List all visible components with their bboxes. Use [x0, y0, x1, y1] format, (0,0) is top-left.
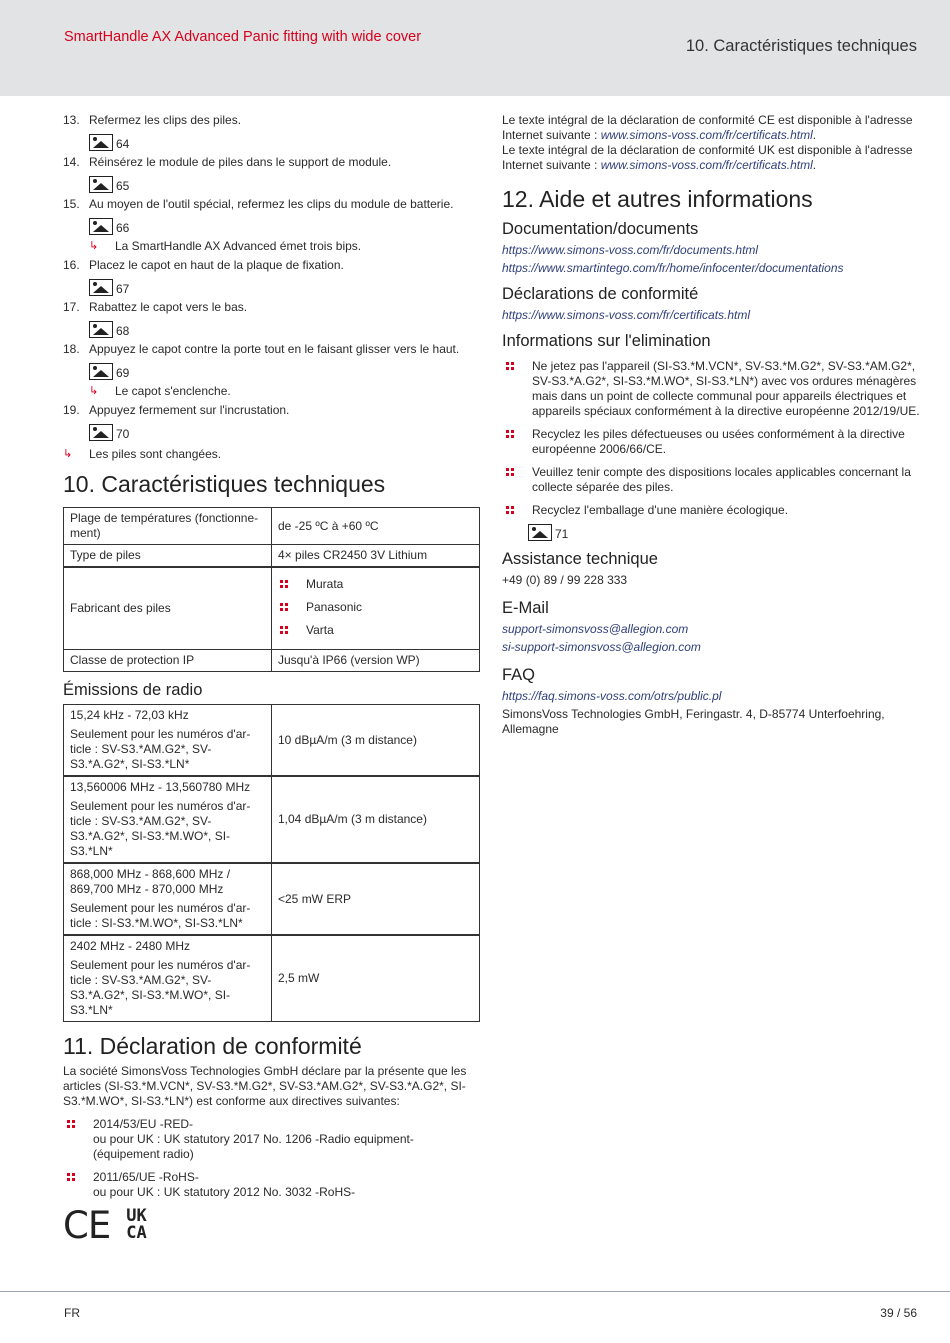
step-16	[63, 258, 481, 273]
step-14	[63, 155, 481, 170]
table-row	[64, 935, 480, 1022]
result-text: Le capot s'enclenche.	[115, 384, 231, 398]
final-result	[63, 447, 481, 462]
result-arrow-icon: ↳	[63, 448, 73, 460]
step-number: 14.	[63, 155, 80, 169]
step-text: Rabattez le capot vers le bas.	[89, 300, 248, 314]
spec-value: Jusqu'à IP66 (version WP)	[272, 650, 480, 672]
figure-number: 68	[116, 324, 130, 338]
step-text: Au moyen de l'outil spécial, refermez les clips du module de batterie.	[89, 197, 454, 211]
figure-number: 64	[116, 137, 130, 151]
frequency-range: 2402 MHz - 2480 MHz	[70, 939, 191, 953]
page-header	[0, 0, 950, 96]
image-icon	[89, 218, 113, 235]
figure-number: 67	[116, 282, 130, 296]
email-link[interactable]: si-support-simonsvoss@allegion.com	[502, 640, 701, 654]
result-text: Les piles sont changées.	[89, 447, 222, 461]
faq-heading: FAQ	[502, 666, 536, 684]
radio-emissions-heading: Émissions de radio	[63, 681, 203, 699]
bullet-icon	[506, 468, 514, 476]
list-item-text: Murata	[306, 577, 344, 591]
step-result	[89, 239, 481, 254]
documentation-heading: Documentation/documents	[502, 220, 699, 238]
directive-uk: ou pour UK : UK statutory 2012 No. 3032 -RoHS-	[93, 1185, 356, 1199]
documentation-link[interactable]: https://www.simons-voss.com/fr/documents.html	[502, 243, 759, 257]
email-link[interactable]: support-simonsvoss@allegion.com	[502, 622, 689, 636]
spec-label: Type de piles	[64, 545, 272, 568]
bullet-icon	[67, 1173, 75, 1181]
directive-name: 2014/53/EU -RED-	[93, 1117, 194, 1131]
step-17	[63, 300, 481, 315]
step-text: Placez le capot en haut de la plaque de fixation.	[89, 258, 344, 272]
disposal-text: Recyclez l'emballage d'une manière écologique.	[532, 503, 789, 517]
figure-ref	[89, 361, 481, 380]
help-heading: 12. Aide et autres informations	[502, 186, 813, 212]
uk-declaration-text	[502, 143, 920, 173]
figure-ref	[89, 422, 481, 441]
bullet-icon	[280, 580, 288, 588]
frequency-note: Seulement pour les numéros d'ar-ticle : SV-S3.*AM.G2*, SV-S3.*A.G2*, SI-S3.*M.WO*, SI-S3.*LN*	[70, 958, 251, 1017]
figure-ref	[89, 174, 481, 193]
figure-ref	[89, 319, 481, 338]
table-row	[64, 863, 480, 935]
figure-ref	[528, 522, 920, 541]
list-item	[502, 503, 920, 518]
step-number: 19.	[63, 403, 80, 417]
ukca-mark-logo	[126, 1208, 146, 1242]
image-icon	[89, 279, 113, 296]
figure-ref	[89, 132, 481, 151]
bullet-icon	[280, 626, 288, 634]
result-arrow-icon: ↳	[89, 240, 99, 252]
frequency-note: Seulement pour les numéros d'ar-ticle : SV-S3.*AM.G2*, SV-S3.*A.G2*, SI-S3.*LN*	[70, 727, 251, 771]
page-number: 39 / 56	[880, 1306, 917, 1320]
figure-number: 71	[555, 527, 569, 541]
support-heading: Assistance technique	[502, 550, 658, 568]
frequency-note: Seulement pour les numéros d'ar-ticle : SI-S3.*M.WO*, SI-S3.*LN*	[70, 901, 251, 930]
spec-value: de -25 ºC à +60 ºC	[272, 508, 480, 545]
table-row	[64, 650, 480, 672]
faq-link[interactable]: https://faq.simons-voss.com/otrs/public.pl	[502, 689, 722, 703]
figure-ref	[89, 277, 481, 296]
emission-value: 2,5 mW	[272, 935, 480, 1022]
list-item-text: Panasonic	[306, 600, 363, 614]
documentation-link[interactable]: https://www.smartintego.com/fr/home/infocenter/documentations	[502, 261, 844, 275]
frequency-cell	[64, 863, 272, 935]
directive-text	[93, 1170, 355, 1200]
result-arrow-icon: ↳	[89, 385, 99, 397]
bullet-icon	[506, 430, 514, 438]
disposal-text: Veuillez tenir compte des dispositions locales applicables concernant la collecte séparée des piles.	[532, 465, 911, 494]
step-text: Refermez les clips des piles.	[89, 113, 242, 127]
step-text: Appuyez fermement sur l'incrustation.	[89, 403, 290, 417]
step-number: 17.	[63, 300, 80, 314]
disposal-text: Ne jetez pas l'appareil (SI-S3.*M.VCN*, SV-S3.*M.G2*, SV-S3.*AM.G2*, SV-S3.*A.G2*, SI-S3.*M.WO*, SI-S3.*LN*) avec vos ordures ménagères mais dans un point de collecte communal pour appareils électriques et appareils spéciaux conformément à la directive européenne 2012/19/UE.	[532, 359, 920, 418]
disposal-text: Recyclez les piles défectueuses ou usées conformément à la directive européenne 2006/66/CE.	[532, 427, 905, 456]
declarations-heading: Déclarations de conformité	[502, 285, 699, 303]
table-row	[64, 545, 480, 568]
step-18	[63, 342, 481, 357]
figure-number: 70	[116, 427, 130, 441]
spec-label: Plage de températures (fonctionne-ment)	[64, 508, 272, 545]
tech-specs-table	[63, 507, 480, 672]
step-number: 16.	[63, 258, 80, 272]
conformity-intro: La société SimonsVoss Technologies GmbH déclare par la présente que les articles (SI-S3.*M.VCN*, SV-S3.*M.G2*, SV-S3.*AM.G2*, SV-S3.*A.G2*, SI-S3.*M.WO*, SI-S3.*LN*) est conforme aux directives suivantes:	[63, 1064, 467, 1108]
list-item	[502, 427, 920, 457]
bullet-icon	[280, 603, 288, 611]
table-row	[64, 776, 480, 863]
image-icon	[528, 524, 552, 541]
ukca-top: UK	[126, 1206, 147, 1226]
image-icon	[89, 424, 113, 441]
certification-marks	[63, 1203, 481, 1247]
table-row	[64, 508, 480, 545]
list-item	[278, 623, 473, 638]
bullet-icon	[506, 506, 514, 514]
left-column	[63, 113, 481, 1247]
spec-label: Classe de protection IP	[64, 650, 272, 672]
image-icon	[89, 134, 113, 151]
uk-text: Le texte intégral de la déclaration de conformité UK est disponible à l'adresse Internet suivante :	[502, 143, 913, 172]
disposal-heading: Informations sur l'elimination	[502, 332, 711, 350]
step-text: Réinsérez le module de piles dans le support de module.	[89, 155, 392, 169]
ce-mark-logo: CE	[63, 1203, 111, 1247]
image-icon	[89, 321, 113, 338]
figure-number: 69	[116, 366, 130, 380]
image-icon	[89, 363, 113, 380]
directive-name: 2011/65/UE -RoHS-	[93, 1170, 199, 1184]
tech-specs-heading: 10. Caractéristiques techniques	[63, 471, 386, 497]
list-item-text: Varta	[306, 623, 334, 637]
emission-value: 10 dBµA/m (3 m distance)	[272, 705, 480, 777]
list-item	[502, 465, 920, 495]
period: .	[812, 128, 817, 142]
running-section-title: 10. Caractéristiques techniques	[685, 37, 917, 55]
result-text: La SmartHandle AX Advanced émet trois bips.	[115, 239, 362, 253]
step-result	[89, 384, 481, 399]
company-address: SimonsVoss Technologies GmbH, Feringastr. 4, D-85774 Unterfoehring, Allemagne	[502, 707, 885, 736]
directive-uk: ou pour UK : UK statutory 2017 No. 1206 -Radio equipment- (équipement radio)	[93, 1132, 414, 1161]
email-heading: E-Mail	[502, 599, 549, 617]
step-number: 15.	[63, 197, 80, 211]
ce-declaration-text	[502, 113, 920, 143]
step-text: Appuyez le capot contre la porte tout en le faisant glisser vers le haut.	[89, 342, 460, 356]
frequency-cell	[64, 935, 272, 1022]
spec-value-list	[272, 567, 480, 650]
figure-number: 66	[116, 221, 130, 235]
right-column	[502, 113, 920, 737]
table-row	[64, 705, 480, 777]
step-number: 13.	[63, 113, 80, 127]
conformity-heading: 11. Déclaration de conformité	[63, 1033, 362, 1059]
frequency-range: 13,560006 MHz - 13,560780 MHz	[70, 780, 251, 794]
radio-emissions-table	[63, 704, 480, 1022]
step-15	[63, 197, 481, 212]
step-number: 18.	[63, 342, 80, 356]
footer-language: FR	[64, 1306, 80, 1320]
spec-label: Fabricant des piles	[64, 567, 272, 650]
list-item	[63, 1117, 481, 1162]
table-row	[64, 567, 480, 650]
directive-text	[93, 1117, 481, 1162]
frequency-range: 868,000 MHz - 868,600 MHz / 869,700 MHz - 870,000 MHz	[70, 867, 231, 896]
figure-ref	[89, 216, 481, 235]
bullet-icon	[67, 1120, 75, 1128]
figure-number: 65	[116, 179, 130, 193]
frequency-cell	[64, 776, 272, 863]
frequency-cell	[64, 705, 272, 777]
footer-divider	[0, 1291, 950, 1292]
frequency-range: 15,24 kHz - 72,03 kHz	[70, 708, 189, 722]
emission-value: 1,04 dBµA/m (3 m distance)	[272, 776, 480, 863]
emission-value: <25 mW ERP	[272, 863, 480, 935]
image-icon	[89, 176, 113, 193]
frequency-note: Seulement pour les numéros d'ar-ticle : SV-S3.*AM.G2*, SV-S3.*A.G2*, SI-S3.*M.WO*, SI-S3.*LN*	[70, 799, 251, 858]
step-13	[63, 113, 481, 128]
document-title: SmartHandle AX Advanced Panic fitting with wide cover	[64, 29, 422, 45]
list-item	[278, 600, 473, 615]
uk-certificate-link[interactable]: www.simons-voss.com/fr/certificats.html	[600, 158, 813, 172]
ce-text: Le texte intégral de la déclaration de conformité CE est disponible à l'adresse Internet suivante :	[502, 113, 913, 142]
list-item	[278, 577, 473, 592]
step-19	[63, 403, 481, 418]
bullet-icon	[506, 362, 514, 370]
spec-value: 4× piles CR2450 3V Lithium	[272, 545, 480, 568]
list-item	[502, 359, 920, 419]
list-item	[63, 1170, 481, 1200]
declarations-link[interactable]: https://www.simons-voss.com/fr/certificats.html	[502, 308, 751, 322]
ukca-bottom: CA	[126, 1223, 147, 1243]
period: .	[812, 158, 817, 172]
ce-certificate-link[interactable]: www.simons-voss.com/fr/certificats.html	[600, 128, 813, 142]
support-phone: +49 (0) 89 / 99 228 333	[502, 573, 628, 587]
